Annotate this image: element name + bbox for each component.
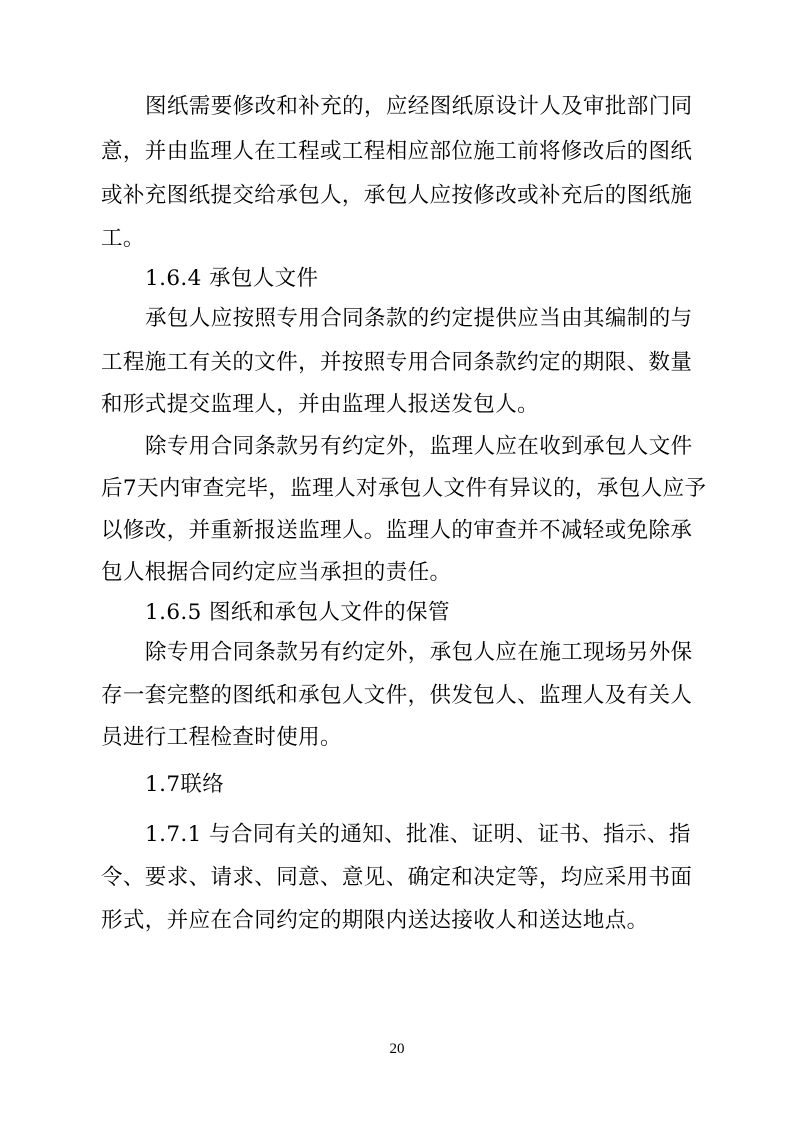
text-line: 1.7.1 与合同有关的通知、批准、证明、证书、指示、指 <box>145 822 691 847</box>
text-line: 除专用合同条款另有约定外，承包人应在施工现场另外保 <box>145 640 693 665</box>
section-heading: 1.6.5 图纸和承包人文件的保管 <box>145 600 450 625</box>
text-line: 员进行工程检查时使用。 <box>101 725 342 750</box>
text-line: 或补充图纸提交给承包人，承包人应按修改或补充后的图纸施 <box>101 183 693 208</box>
text-line: 后7天内审查完毕，监理人对承包人文件有异议的，承包人应予 <box>101 476 707 501</box>
text-line: 包人根据合同约定应当承担的责任。 <box>101 560 452 585</box>
text-line: 和形式提交监理人，并由监理人报送发包人。 <box>101 392 540 417</box>
text-line: 形式，并应在合同约定的期限内送达接收人和送达地点。 <box>101 908 649 933</box>
text-line: 工程施工有关的文件，并按照专用合同条款约定的期限、数量 <box>101 350 693 375</box>
page-number: 20 <box>389 1041 405 1057</box>
text-line: 令、要求、请求、同意、意见、确定和决定等，均应采用书面 <box>101 865 693 890</box>
text-line: 工。 <box>101 226 145 251</box>
text-line: 以修改，并重新报送监理人。监理人的审查并不减轻或免除承 <box>101 518 693 543</box>
text-line: 承包人应按照专用合同条款的约定提供应当由其编制的与 <box>145 306 693 331</box>
text-line: 存一套完整的图纸和承包人文件，供发包人、监理人及有关人 <box>101 683 693 708</box>
text-line: 意，并由监理人在工程或工程相应部位施工前将修改后的图纸 <box>101 139 693 164</box>
text-line: 除专用合同条款另有约定外，监理人应在收到承包人文件 <box>145 434 693 459</box>
text-line: 图纸需要修改和补充的，应经图纸原设计人及审批部门同 <box>145 94 693 119</box>
section-heading: 1.7联络 <box>145 772 225 797</box>
section-heading: 1.6.4 承包人文件 <box>145 266 319 291</box>
